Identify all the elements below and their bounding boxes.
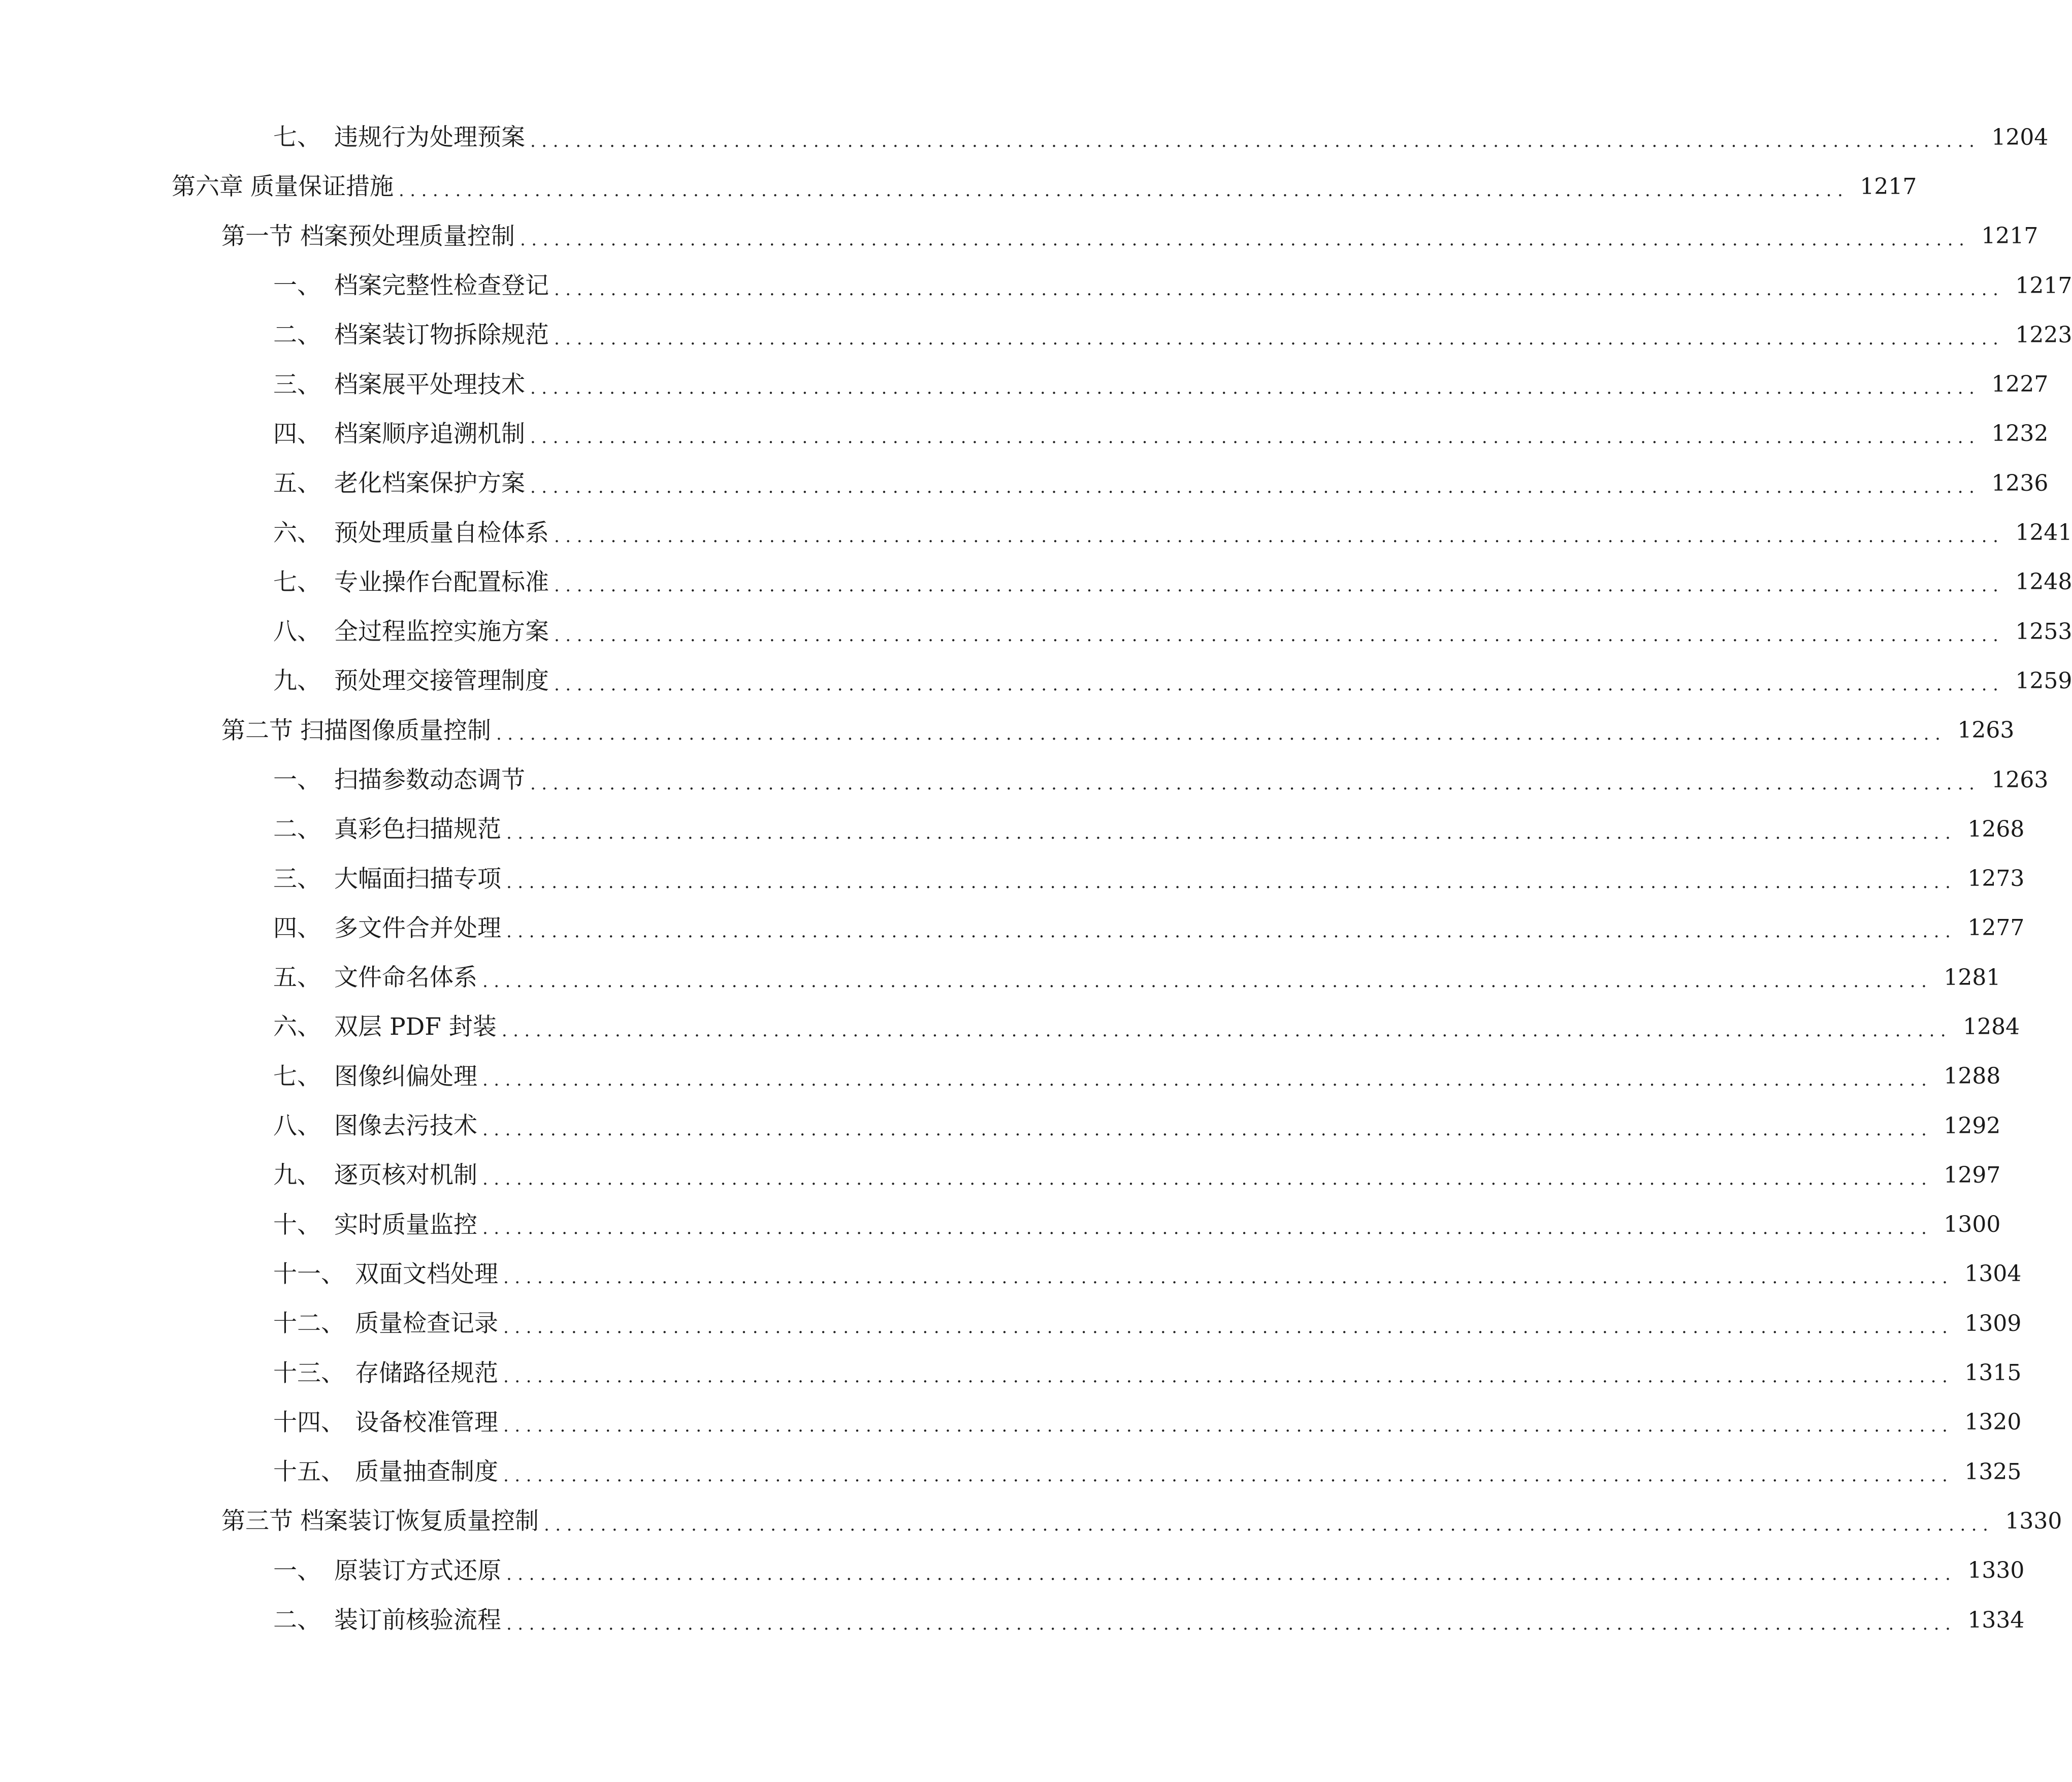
toc-entry[interactable] xyxy=(0,1200,2001,1250)
toc-page-number: 1204 xyxy=(1991,124,2049,150)
toc-entry-title: 文件命名体系 xyxy=(334,964,477,992)
toc-page-number: 1241 xyxy=(2015,520,2072,546)
toc-entry[interactable] xyxy=(0,607,2072,656)
toc-entry-title: 档案预处理质量控制 xyxy=(300,222,515,250)
toc-entry-title: 全过程监控实施方案 xyxy=(334,618,549,646)
toc-dot-leader: ................................................................................................................................ xyxy=(530,427,1981,448)
toc-page-number: 1263 xyxy=(1957,717,2015,744)
toc-page-number: 1217 xyxy=(1981,223,2038,249)
toc-dot-leader: ................................................................................................................................ xyxy=(530,476,1981,497)
toc-entry-section[interactable] xyxy=(0,1497,2062,1546)
toc-entry[interactable] xyxy=(0,113,2049,162)
toc-entry[interactable] xyxy=(0,1250,2022,1299)
toc-entry[interactable] xyxy=(0,1151,2001,1200)
toc-entry-number: 四、 xyxy=(273,420,321,448)
toc-page-number: 1223 xyxy=(2015,322,2072,348)
toc-dot-leader: ................................................................................................................................ xyxy=(554,625,2004,646)
toc-page-number: 1288 xyxy=(1944,1063,2001,1090)
toc-page-number: 1217 xyxy=(2015,272,2072,299)
toc-page-number: 1236 xyxy=(1991,470,2049,496)
toc-entry-number: 七、 xyxy=(273,1062,321,1091)
toc-page-number: 1273 xyxy=(1967,866,2025,892)
toc-dot-leader: ................................................................................................................................ xyxy=(503,1317,1954,1338)
toc-dot-leader: ................................................................................................................................ xyxy=(501,1020,1952,1041)
toc-entry-number: 七、 xyxy=(273,123,321,152)
toc-entry-number: 三、 xyxy=(273,865,321,893)
toc-dot-leader: ................................................................................................................................ xyxy=(482,971,1933,992)
toc-entry-title: 真彩色扫描规范 xyxy=(334,815,501,844)
toc-entry-number: 七、 xyxy=(273,568,321,596)
toc-entry-number: 四、 xyxy=(273,914,321,942)
toc-page-number: 1304 xyxy=(1964,1261,2022,1287)
toc-entry[interactable] xyxy=(0,261,2072,310)
toc-page-number: 1284 xyxy=(1963,1013,2020,1040)
toc-entry-title: 预处理质量自检体系 xyxy=(334,519,549,547)
toc-entry-number: 二、 xyxy=(273,1606,321,1635)
toc-entry-number: 五、 xyxy=(273,469,321,498)
toc-dot-leader: ................................................................................................................................ xyxy=(520,230,1970,250)
toc-page-number: 1309 xyxy=(1964,1310,2022,1336)
toc-page-number: 1297 xyxy=(1944,1162,2001,1188)
toc-entry-number: 十二、 xyxy=(273,1310,345,1338)
toc-entry-title: 双面文档处理 xyxy=(355,1260,498,1288)
toc-dot-leader: ................................................................................................................................ xyxy=(506,872,1957,893)
toc-entry-number: 一、 xyxy=(273,272,321,300)
toc-entry[interactable] xyxy=(0,508,2072,557)
toc-entry-title: 设备校准管理 xyxy=(355,1408,498,1437)
toc-entry-number: 二、 xyxy=(273,815,321,844)
toc-entry-title: 质量检查记录 xyxy=(355,1310,498,1338)
toc-page-number: 1268 xyxy=(1967,816,2025,842)
toc-page-number: 1281 xyxy=(1944,964,2001,991)
toc-entry[interactable] xyxy=(0,310,2072,360)
toc-page-number: 1320 xyxy=(1964,1409,2022,1436)
toc-entry[interactable] xyxy=(0,1447,2022,1497)
toc-entry-number: 第一节 xyxy=(221,222,293,250)
toc-dot-leader: ................................................................................................................................ xyxy=(482,1119,1933,1140)
toc-entry-number: 第三节 xyxy=(221,1507,293,1536)
toc-entry-number: 八、 xyxy=(273,618,321,646)
toc-entry[interactable] xyxy=(0,1052,2001,1101)
toc-entry[interactable] xyxy=(0,1398,2022,1447)
toc-dot-leader: ................................................................................................................................ xyxy=(554,674,2004,695)
toc-page-number: 1300 xyxy=(1944,1212,2001,1238)
toc-entry-title: 双层 PDF 封装 xyxy=(334,1013,497,1041)
toc-page-number: 1277 xyxy=(1967,915,2025,941)
toc-page-number: 1263 xyxy=(1991,767,2049,793)
toc-entry-title: 图像去污技术 xyxy=(334,1112,477,1140)
toc-entry-title: 违规行为处理预案 xyxy=(334,123,525,152)
toc-page-number: 1315 xyxy=(1964,1360,2022,1386)
toc-dot-leader: ................................................................................................................................ xyxy=(554,279,2004,300)
toc-entry[interactable] xyxy=(0,1596,2025,1645)
toc-page-number: 1292 xyxy=(1944,1112,2001,1139)
toc-entry-number: 第六章 xyxy=(172,173,243,201)
toc-dot-leader: ................................................................................................................................ xyxy=(554,328,2004,349)
toc-dot-leader: ................................................................................................................................ xyxy=(503,1416,1954,1437)
toc-entry-number: 十五、 xyxy=(273,1458,345,1486)
toc-entry-title: 档案顺序追溯机制 xyxy=(334,420,525,448)
toc-entry-title: 质量抽查制度 xyxy=(355,1458,498,1486)
toc-entry[interactable] xyxy=(0,409,2049,459)
toc-entry[interactable] xyxy=(0,360,2049,409)
toc-entry-title: 原装订方式还原 xyxy=(334,1556,501,1585)
toc-entry-title: 实时质量监控 xyxy=(334,1211,477,1239)
toc-dot-leader: ................................................................................................................................ xyxy=(399,180,1849,201)
toc-entry-chapter[interactable] xyxy=(0,162,1917,211)
toc-entry[interactable] xyxy=(0,854,2025,903)
toc-page-number: 1217 xyxy=(1860,173,1917,200)
toc-entry-number: 六、 xyxy=(273,1013,321,1041)
toc-dot-leader: ................................................................................................................................ xyxy=(506,1564,1957,1585)
toc-entry[interactable] xyxy=(0,805,2025,854)
toc-entry-number: 十、 xyxy=(273,1211,321,1239)
toc-entry-title: 老化档案保护方案 xyxy=(334,469,525,498)
toc-dot-leader: ................................................................................................................................ xyxy=(554,576,2004,596)
toc-page-number: 1325 xyxy=(1964,1458,2022,1485)
toc-entry-section[interactable] xyxy=(0,212,2038,261)
toc-entry[interactable] xyxy=(0,558,2072,607)
toc-entry-number: 三、 xyxy=(273,370,321,399)
toc-entry-number: 九、 xyxy=(273,667,321,695)
toc-entry-title: 装订前核验流程 xyxy=(334,1606,501,1635)
toc-page-number: 1227 xyxy=(1991,371,2049,398)
toc-entry[interactable] xyxy=(0,459,2049,508)
toc-entry-number: 一、 xyxy=(273,1556,321,1585)
toc-entry-title: 专业操作台配置标准 xyxy=(334,568,549,596)
toc-entry-title: 预处理交接管理制度 xyxy=(334,667,549,695)
toc-entry-title: 多文件合并处理 xyxy=(334,914,501,942)
toc-entry[interactable] xyxy=(0,1299,2022,1348)
toc-dot-leader: ................................................................................................................................ xyxy=(482,1168,1933,1189)
toc-page-number: 1259 xyxy=(2015,667,2072,694)
toc-page-number: 1248 xyxy=(2015,569,2072,595)
toc-entry-title: 档案展平处理技术 xyxy=(334,370,525,399)
toc-entry-number: 五、 xyxy=(273,964,321,992)
toc-entry[interactable] xyxy=(0,1348,2022,1397)
toc-entry[interactable] xyxy=(0,953,2001,1002)
toc-dot-leader: ................................................................................................................................ xyxy=(530,131,1981,151)
toc-entry-title: 扫描图像质量控制 xyxy=(300,716,491,745)
toc-dot-leader: ................................................................................................................................ xyxy=(554,526,2004,547)
toc-entry[interactable] xyxy=(0,1546,2025,1596)
toc-entry-section[interactable] xyxy=(0,706,2015,755)
toc-entry[interactable] xyxy=(0,1002,2020,1052)
toc-page-number: 1330 xyxy=(1967,1557,2025,1584)
toc-page-number: 1232 xyxy=(1991,421,2049,447)
toc-entry[interactable] xyxy=(0,904,2025,953)
toc-entry-title: 质量保证措施 xyxy=(250,173,394,201)
toc-entry-number: 十三、 xyxy=(273,1359,345,1387)
toc-entry-title: 档案装订物拆除规范 xyxy=(334,321,549,349)
toc-entry-number: 六、 xyxy=(273,519,321,547)
toc-page-number: 1334 xyxy=(1967,1607,2025,1633)
toc-entry-number: 十一、 xyxy=(273,1260,345,1288)
toc-dot-leader: ................................................................................................................................ xyxy=(506,822,1957,843)
toc-entry-number: 第二节 xyxy=(221,716,293,745)
toc-dot-leader: ................................................................................................................................ xyxy=(496,724,1947,745)
toc-entry-title: 存储路径规范 xyxy=(355,1359,498,1387)
toc-dot-leader: ................................................................................................................................ xyxy=(506,921,1957,942)
toc-dot-leader: ................................................................................................................................ xyxy=(530,378,1981,399)
toc-entry-title: 档案完整性检查登记 xyxy=(334,272,549,300)
toc-entry[interactable] xyxy=(0,1101,2001,1151)
toc-entry-title: 图像纠偏处理 xyxy=(334,1062,477,1091)
toc-entry-number: 一、 xyxy=(273,766,321,794)
table-of-contents xyxy=(0,113,2072,1645)
toc-dot-leader: ................................................................................................................................ xyxy=(503,1366,1954,1387)
toc-dot-leader: ................................................................................................................................ xyxy=(506,1613,1957,1634)
toc-dot-leader: ................................................................................................................................ xyxy=(482,1070,1933,1091)
toc-entry-title: 档案装订恢复质量控制 xyxy=(300,1507,539,1536)
toc-entry-title: 逐页核对机制 xyxy=(334,1161,477,1190)
toc-dot-leader: ................................................................................................................................ xyxy=(503,1465,1954,1486)
toc-entry[interactable] xyxy=(0,755,2049,805)
toc-entry[interactable] xyxy=(0,656,2072,706)
toc-page-number: 1330 xyxy=(2005,1508,2062,1534)
toc-entry-number: 十四、 xyxy=(273,1408,345,1437)
toc-dot-leader: ................................................................................................................................ xyxy=(530,773,1981,794)
toc-entry-number: 八、 xyxy=(273,1112,321,1140)
toc-entry-number: 九、 xyxy=(273,1161,321,1190)
toc-page-number: 1253 xyxy=(2015,618,2072,645)
toc-dot-leader: ................................................................................................................................ xyxy=(482,1218,1933,1239)
toc-dot-leader: ................................................................................................................................ xyxy=(503,1267,1954,1288)
toc-entry-title: 大幅面扫描专项 xyxy=(334,865,501,893)
toc-dot-leader: ................................................................................................................................ xyxy=(544,1514,1994,1535)
toc-entry-title: 扫描参数动态调节 xyxy=(334,766,525,794)
toc-entry-number: 二、 xyxy=(273,321,321,349)
